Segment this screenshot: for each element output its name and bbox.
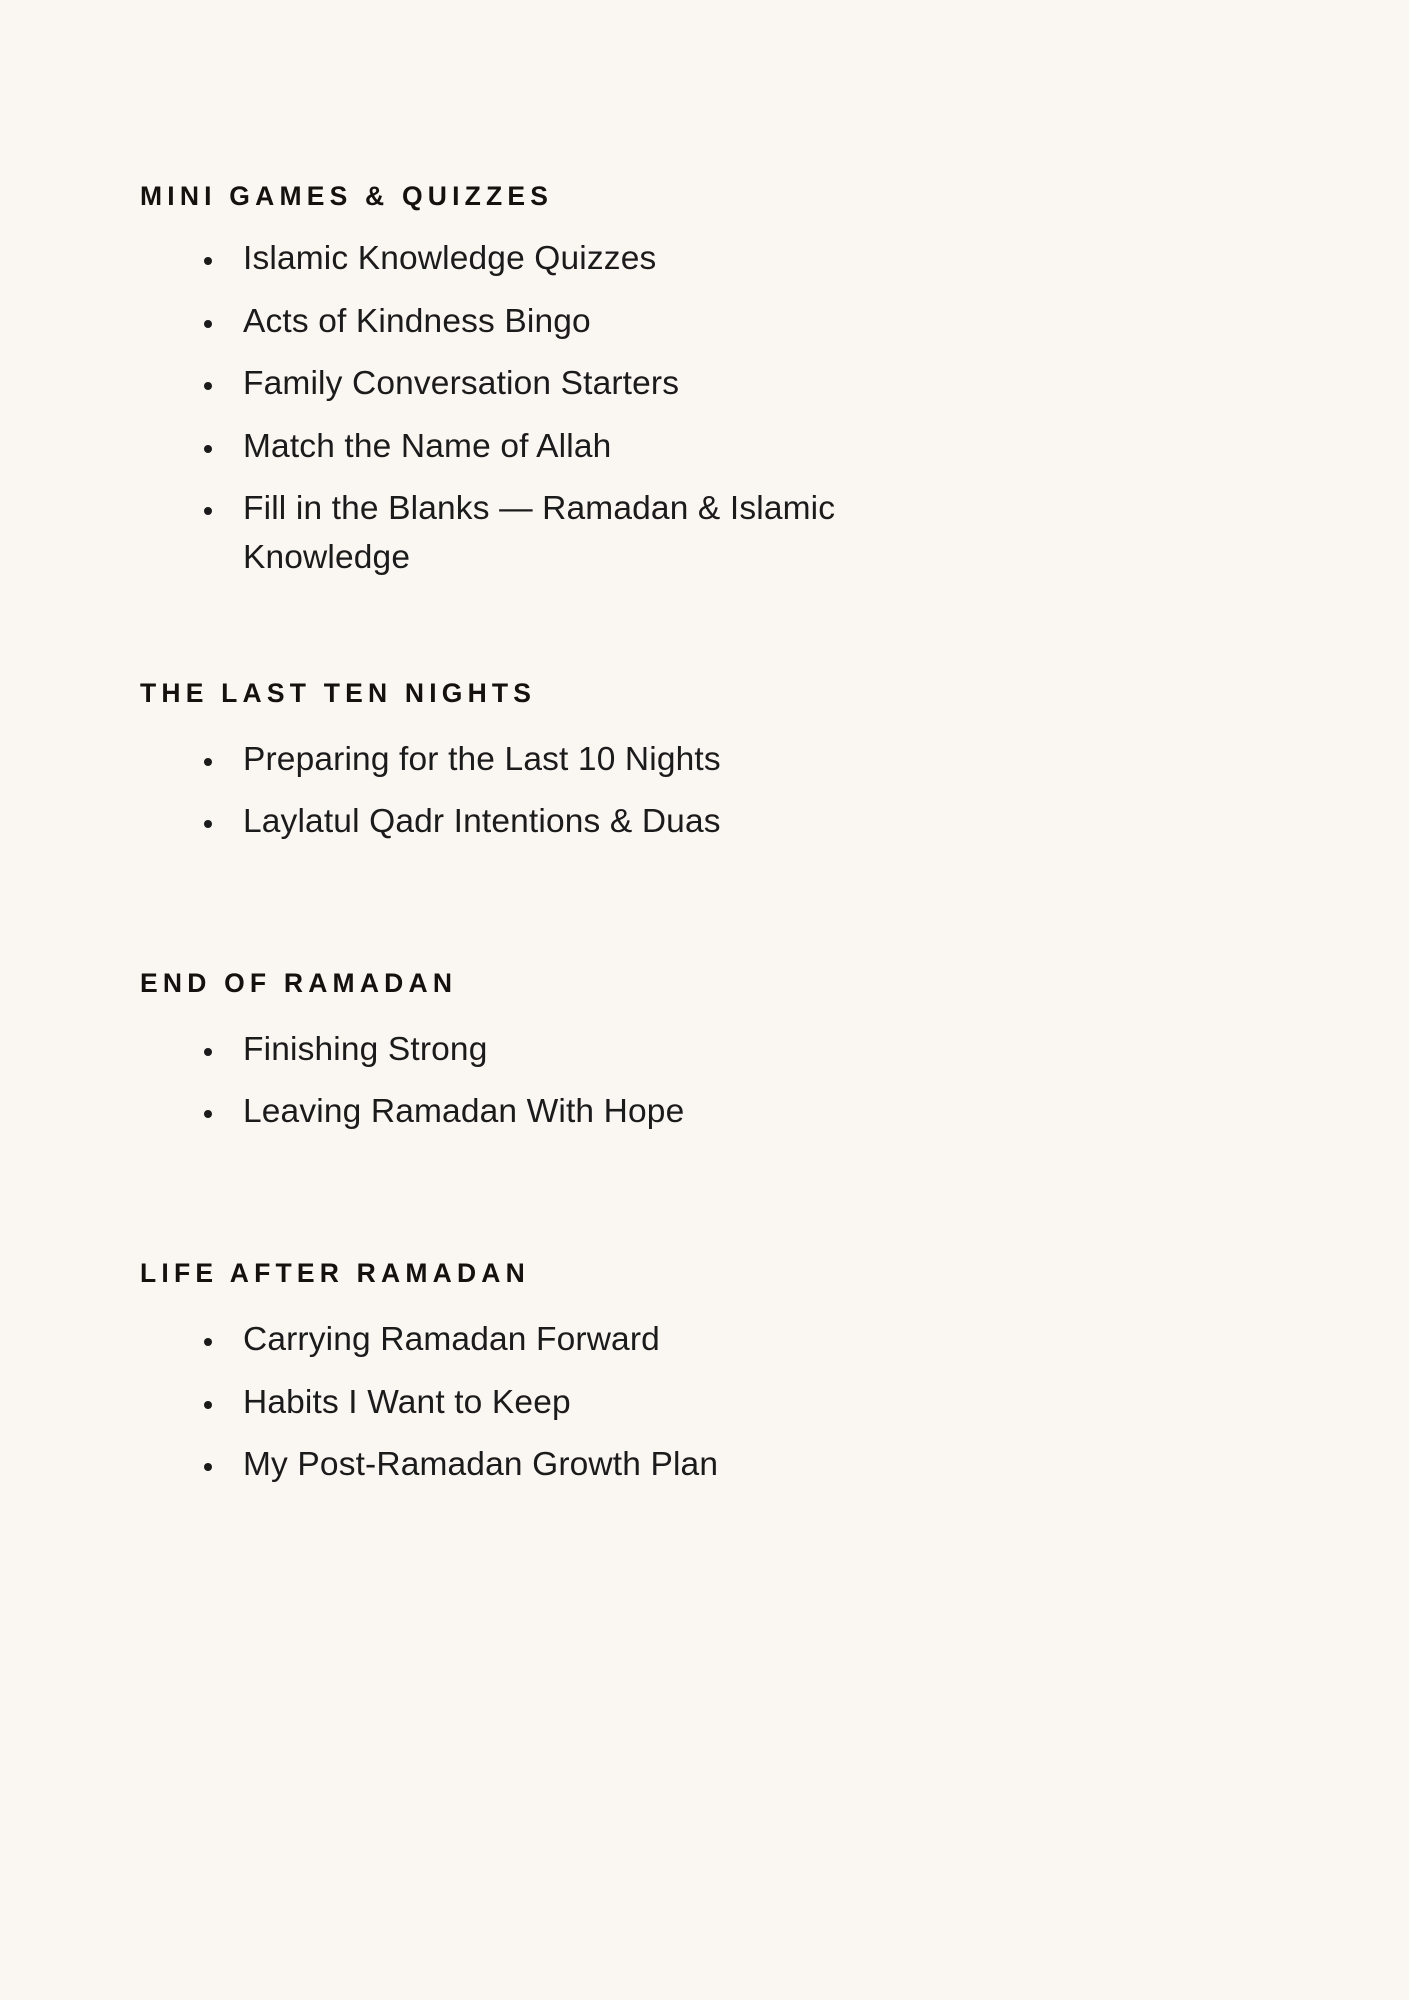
- section-list: [140, 1316, 1269, 1490]
- section-heading: THE LAST TEN NIGHTS: [140, 677, 537, 708]
- content-section: [140, 1259, 1269, 1490]
- list-item: Habits I Want to Keep: [198, 1379, 943, 1428]
- list-item: Acts of Kindness Bingo: [198, 298, 943, 347]
- list-item: Carrying Ramadan Forward: [198, 1316, 943, 1365]
- list-item: Islamic Knowledge Quizzes: [198, 235, 943, 284]
- content-section: [140, 969, 1269, 1137]
- list-item: My Post-Ramadan Growth Plan: [198, 1441, 943, 1490]
- list-item: Match the Name of Allah: [198, 423, 943, 472]
- sections-container: [140, 182, 1269, 1490]
- list-item: Family Conversation Starters: [198, 360, 943, 409]
- list-item: Leaving Ramadan With Hope: [198, 1088, 943, 1137]
- list-item: Fill in the Blanks — Ramadan & Islamic Knowledge: [198, 485, 943, 582]
- content-section: [140, 182, 1269, 583]
- section-list: [140, 235, 1269, 582]
- list-item: Preparing for the Last 10 Nights: [198, 736, 943, 785]
- section-list: [140, 1026, 1269, 1137]
- section-list: [140, 736, 1269, 847]
- section-heading: MINI GAMES & QUIZZES: [140, 181, 554, 211]
- list-item: Finishing Strong: [198, 1026, 943, 1075]
- section-heading: END OF RAMADAN: [140, 967, 458, 998]
- content-section: [140, 679, 1269, 847]
- section-heading: LIFE AFTER RAMADAN: [140, 1258, 530, 1289]
- list-item: Laylatul Qadr Intentions & Duas: [198, 798, 943, 847]
